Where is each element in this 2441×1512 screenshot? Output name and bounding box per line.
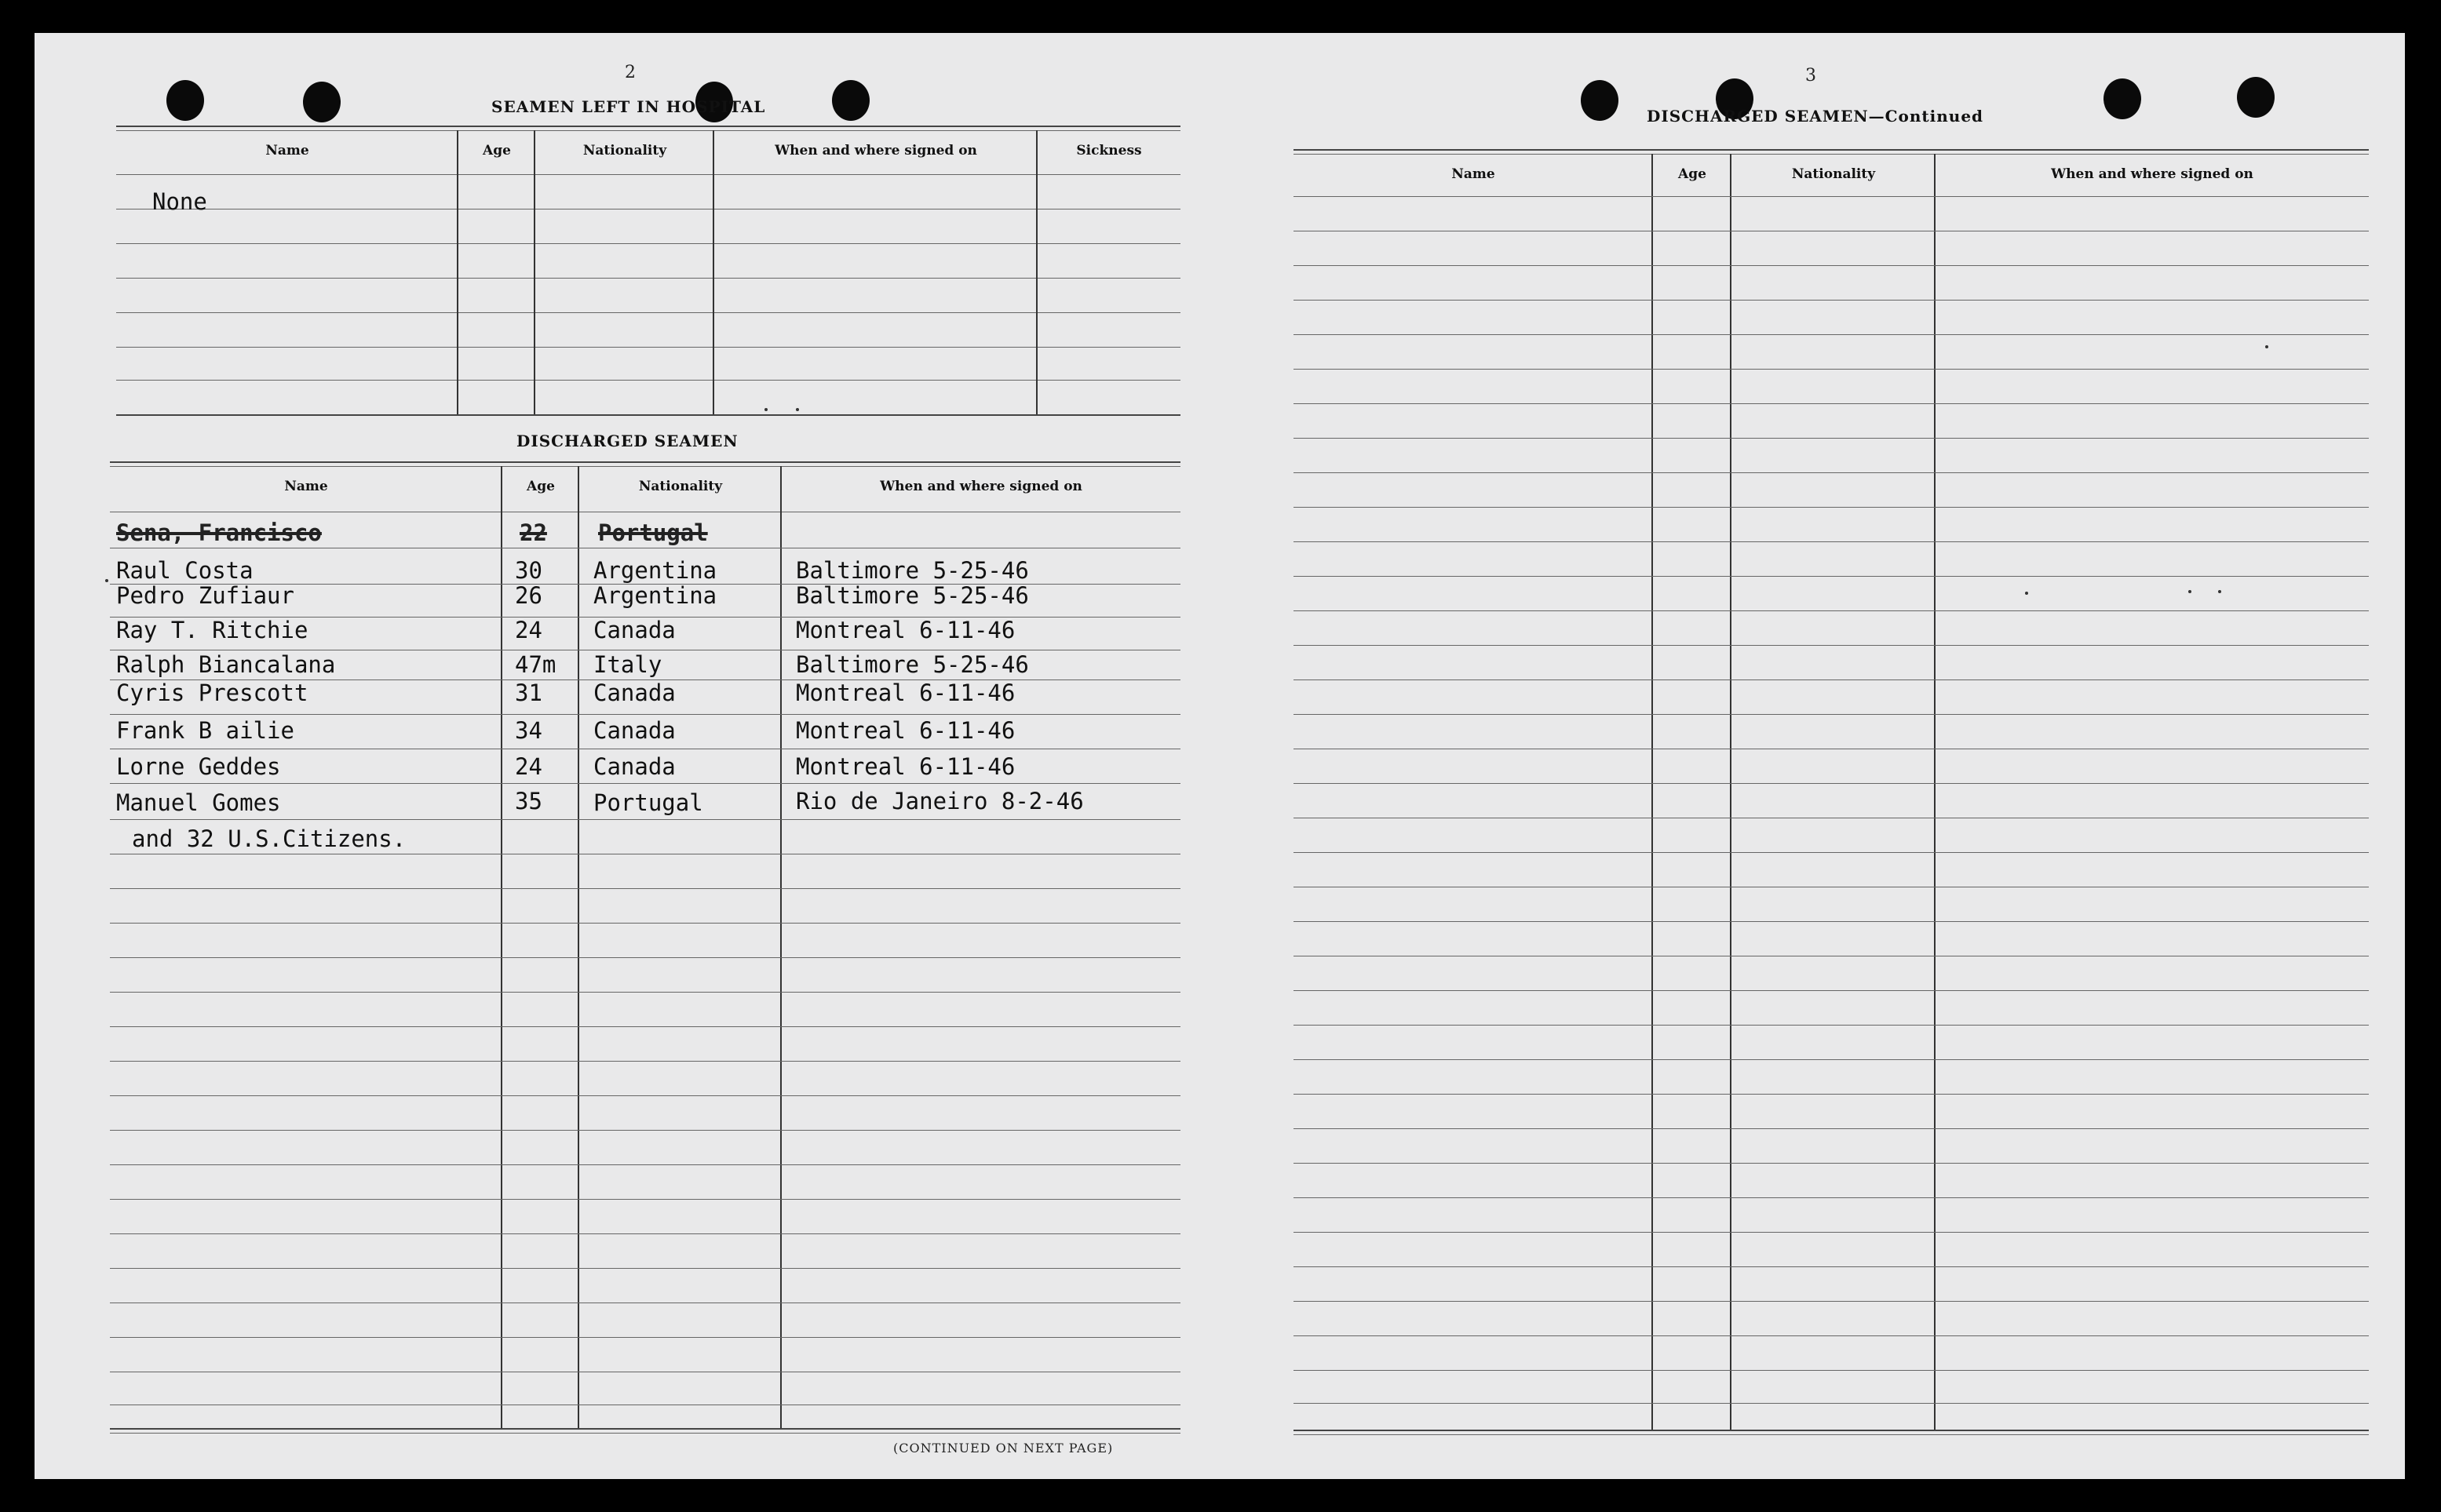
seaman-nationality: Argentina [593,557,717,584]
seaman-age: 31 [515,679,542,706]
crew-list-sheet [35,33,2405,1479]
column-header-name: Name [1451,166,1495,182]
struck-nationality: Portugal [598,519,708,546]
seaman-nationality: Portugal [593,789,703,816]
column-header-nationality: Nationality [582,143,667,158]
seaman-signed-on: Montreal 6-11-46 [796,679,1016,706]
punch-hole [303,82,341,122]
speck [2025,592,2028,595]
seaman-age: 35 [515,788,542,814]
column-header-signed-on: When and where signed on [880,479,1082,494]
seaman-signed-on: Montreal 6-11-46 [796,753,1016,780]
punch-hole [2237,77,2275,118]
seaman-nationality: Canada [593,679,676,706]
punch-hole [166,80,204,121]
column-header-age: Age [527,479,555,494]
seaman-name: Ray T. Ritchie [116,617,308,643]
continued-footer: (CONTINUED ON NEXT PAGE) [893,1441,1114,1456]
column-header-signed-on: When and where signed on [775,143,977,158]
speck [2265,345,2268,348]
seaman-signed-on: Montreal 6-11-46 [796,717,1016,744]
hospital-section-title: SEAMEN LEFT IN HOSPITAL [491,97,766,116]
seaman-name: Manuel Gomes [116,789,281,816]
seaman-name: Pedro Zufiaur [116,582,294,609]
column-header-age: Age [483,143,511,158]
struck-name: Sena, Francisco [116,519,322,546]
column-header-sickness: Sickness [1076,143,1142,158]
speck [2188,590,2191,593]
page-number: 3 [1805,66,1816,86]
seaman-age: 34 [515,717,542,744]
seaman-age: 47m [515,651,556,678]
seaman-signed-on: Rio de Janeiro 8-2-46 [796,788,1084,814]
seaman-age: 24 [515,617,542,643]
seaman-signed-on: Baltimore 5-25-46 [796,557,1029,584]
seaman-signed-on: Montreal 6-11-46 [796,617,1016,643]
speck [764,408,768,411]
speck [105,579,108,582]
struck-age: 22 [520,519,547,546]
speck [796,408,799,411]
seaman-nationality: Canada [593,617,676,643]
seaman-name: Ralph Biancalana [116,651,336,678]
column-header-signed-on: When and where signed on [2051,166,2253,182]
punch-hole [2103,78,2141,119]
column-header-age: Age [1678,166,1706,182]
seaman-age: 24 [515,753,542,780]
seaman-name: Frank B ailie [116,717,294,744]
seaman-nationality: Argentina [593,582,717,609]
page-number: 2 [625,63,636,82]
seaman-signed-on: Baltimore 5-25-46 [796,582,1029,609]
seaman-name: Raul Costa [116,557,254,584]
column-header-nationality: Nationality [638,479,723,494]
seaman-signed-on: Baltimore 5-25-46 [796,651,1029,678]
punch-hole [1581,80,1618,121]
seaman-nationality: Canada [593,717,676,744]
seaman-name: Cyris Prescott [116,679,308,706]
punch-hole [832,80,870,121]
seaman-age: 26 [515,582,542,609]
seaman-nationality: Canada [593,753,676,780]
seaman-name: Lorne Geddes [116,753,281,780]
column-header-nationality: Nationality [1791,166,1876,182]
hospital-entry: None [152,188,207,215]
seaman-age: 30 [515,557,542,584]
us-citizens-summary: and 32 U.S.Citizens. [132,825,407,852]
column-header-name: Name [284,479,328,494]
discharged-continued-title: DISCHARGED SEAMEN—Continued [1647,107,1984,126]
seaman-nationality: Italy [593,651,662,678]
column-header-name: Name [265,143,309,158]
discharged-section-title: DISCHARGED SEAMEN [516,432,739,450]
speck [2218,590,2221,593]
